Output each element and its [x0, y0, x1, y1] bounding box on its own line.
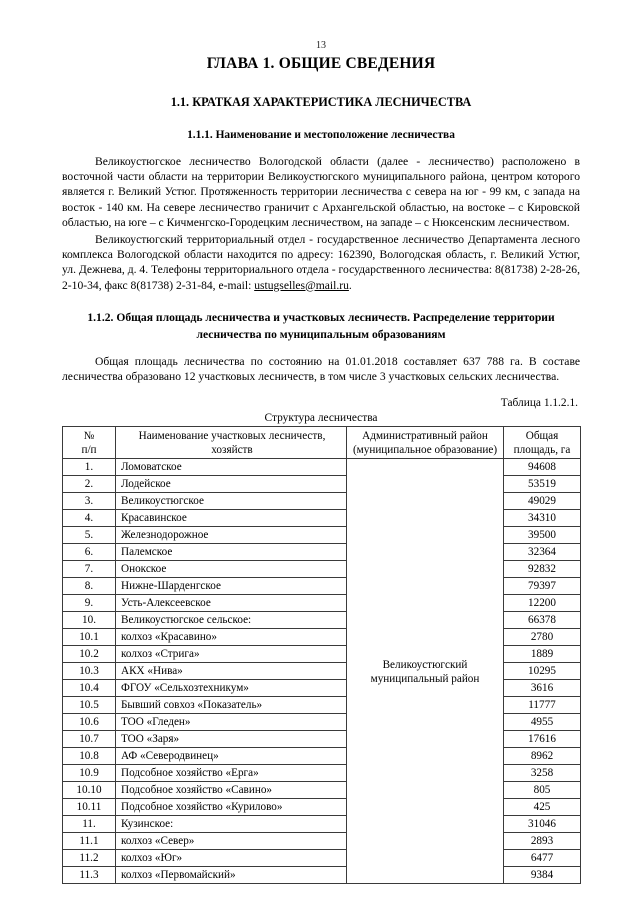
header-number-line2: п/п	[81, 443, 97, 456]
table-row	[63, 578, 581, 595]
cell-area: 49029	[504, 493, 581, 510]
cell-district: Великоустюгский муниципальный район	[347, 459, 504, 884]
chapter-title: ГЛАВА 1. ОБЩИЕ СВЕДЕНИЯ	[206, 55, 436, 72]
table-row	[63, 680, 581, 697]
cell-area: 8962	[504, 748, 581, 765]
cell-number: 10.5	[63, 697, 116, 714]
cell-area: 39500	[504, 527, 581, 544]
cell-area: 53519	[504, 476, 581, 493]
cell-area: 94608	[504, 459, 581, 476]
paragraph-location: Великоустюгское лесничество Вологодской области (далее - лесничество) расположено в восточной части области на территории Великоустюгского муниципального района, центром которого является г. Великий Устюг. Протяженность территории лесничества с севера на юг - 99 км, с запада на восток - 140 км. На севере лесничество граничит с Архангельской областью, на востоке – с Кировской областью, на юге – с Кичменгско-Городецким лесничеством, на западе – с Нюксенским лесничеством.	[62, 155, 580, 229]
header-name: Наименование участковых лесничеств, хозяйств	[116, 427, 347, 459]
cell-name: Подсобное хозяйство «Ерга»	[116, 765, 347, 782]
table-body	[63, 459, 581, 884]
cell-number: 9.	[63, 595, 116, 612]
table-row	[63, 714, 581, 731]
cell-number: 8.	[63, 578, 116, 595]
paragraph-total-area: Общая площадь лесничества по состоянию на 01.01.2018 составляет 637 788 га. В составе лесничества образовано 12 участковых лесничеств, в том числе 3 участковых сельских лесничества.	[62, 354, 580, 384]
cell-area: 9384	[504, 867, 581, 884]
table-row	[63, 459, 581, 476]
cell-number: 11.2	[63, 850, 116, 867]
cell-name: Бывший совхоз «Показатель»	[116, 697, 347, 714]
cell-number: 10.	[63, 612, 116, 629]
subsection-title-1-1-1: 1.1.1. Наименование и местоположение лесничества	[187, 129, 455, 141]
cell-name: Усть-Алексеевское	[116, 595, 347, 612]
cell-number: 5.	[63, 527, 116, 544]
cell-number: 10.7	[63, 731, 116, 748]
cell-number: 4.	[63, 510, 116, 527]
cell-name: Нижне-Шарденгское	[116, 578, 347, 595]
cell-name: колхоз «Юг»	[116, 850, 347, 867]
cell-area: 92832	[504, 561, 581, 578]
table-row	[63, 816, 581, 833]
email-link[interactable]: ustugselles@mail.ru	[254, 278, 349, 292]
cell-number: 10.4	[63, 680, 116, 697]
cell-area: 11777	[504, 697, 581, 714]
table-row	[63, 663, 581, 680]
header-number	[63, 427, 116, 459]
table-row	[63, 867, 581, 884]
table-row	[63, 646, 581, 663]
cell-number: 10.10	[63, 782, 116, 799]
table-row	[63, 748, 581, 765]
header-area: Общая площадь, га	[504, 427, 581, 459]
cell-area: 10295	[504, 663, 581, 680]
cell-area: 2780	[504, 629, 581, 646]
table-header-row	[63, 427, 581, 459]
cell-name: Лодейское	[116, 476, 347, 493]
table-row	[63, 510, 581, 527]
cell-number: 11.	[63, 816, 116, 833]
cell-number: 10.6	[63, 714, 116, 731]
cell-name: АФ «Северодвинец»	[116, 748, 347, 765]
cell-name: ТОО «Заря»	[116, 731, 347, 748]
cell-name: Онокское	[116, 561, 347, 578]
cell-area: 12200	[504, 595, 581, 612]
cell-name: Ломоватское	[116, 459, 347, 476]
cell-name: колхоз «Красавино»	[116, 629, 347, 646]
cell-name: ТОО «Гледен»	[116, 714, 347, 731]
cell-area: 66378	[504, 612, 581, 629]
table-row	[63, 561, 581, 578]
table-caption: Структура лесничества	[264, 412, 378, 425]
cell-area: 425	[504, 799, 581, 816]
cell-number: 10.8	[63, 748, 116, 765]
table-row	[63, 697, 581, 714]
table-row	[63, 782, 581, 799]
cell-name: ФГОУ «Сельхозтехникум»	[116, 680, 347, 697]
cell-area: 34310	[504, 510, 581, 527]
cell-number: 6.	[63, 544, 116, 561]
cell-number: 10.9	[63, 765, 116, 782]
cell-name: Подсобное хозяйство «Савино»	[116, 782, 347, 799]
cell-area: 2893	[504, 833, 581, 850]
table-row	[63, 527, 581, 544]
cell-number: 7.	[63, 561, 116, 578]
cell-name: колхоз «Север»	[116, 833, 347, 850]
table-row	[63, 476, 581, 493]
header-district: Административный район (муниципальное образование)	[347, 427, 504, 459]
cell-area: 79397	[504, 578, 581, 595]
cell-number: 2.	[63, 476, 116, 493]
paragraph-contacts-tail: .	[348, 278, 352, 292]
table-row	[63, 765, 581, 782]
cell-number: 10.1	[63, 629, 116, 646]
table-row	[63, 544, 581, 561]
paragraph-contacts-text: Великоустюгский территориальный отдел - государственное лесничество Департамента лесного комплекса Вологодской области находится по адресу: 162390, Вологодская область, г. Великий Устюг, ул. Дежнева, д. 4. Телефоны территориального отдела - государственного лесничества: 8(81738) 2-28-26, 2-10-34, факс 8(81738) 2-31-84, e-mail:	[62, 233, 580, 292]
cell-name: АКХ «Нива»	[116, 663, 347, 680]
section-title: 1.1. КРАТКАЯ ХАРАКТЕРИСТИКА ЛЕСНИЧЕСТВА	[170, 95, 472, 109]
cell-area: 3258	[504, 765, 581, 782]
cell-name: Красавинское	[116, 510, 347, 527]
paragraph-contacts	[62, 232, 580, 293]
cell-name: колхоз «Первомайский»	[116, 867, 347, 884]
table-row	[63, 629, 581, 646]
cell-name: Железнодорожное	[116, 527, 347, 544]
cell-number: 10.3	[63, 663, 116, 680]
table-row	[63, 799, 581, 816]
table-number-label: Таблица 1.1.2.1.	[500, 397, 578, 410]
table-row	[63, 731, 581, 748]
subsection-title-1-1-2: 1.1.2. Общая площадь лесничества и участковых лесничеств. Распределение территории лесничества по муниципальным образованиям	[87, 310, 555, 341]
cell-number: 11.1	[63, 833, 116, 850]
cell-name: Подсобное хозяйство «Курилово»	[116, 799, 347, 816]
cell-area: 17616	[504, 731, 581, 748]
cell-area: 31046	[504, 816, 581, 833]
cell-name: Великоустюгское	[116, 493, 347, 510]
cell-name: Палемское	[116, 544, 347, 561]
table-row	[63, 850, 581, 867]
cell-name: Великоустюгское сельское:	[116, 612, 347, 629]
cell-number: 10.2	[63, 646, 116, 663]
header-number-line1: №	[83, 429, 95, 442]
cell-area: 1889	[504, 646, 581, 663]
cell-name: Кузинское:	[116, 816, 347, 833]
cell-name: колхоз «Стрига»	[116, 646, 347, 663]
cell-area: 4955	[504, 714, 581, 731]
cell-number: 10.11	[63, 799, 116, 816]
cell-area: 3616	[504, 680, 581, 697]
cell-number: 3.	[63, 493, 116, 510]
cell-number: 11.3	[63, 867, 116, 884]
table-row	[63, 493, 581, 510]
cell-area: 32364	[504, 544, 581, 561]
cell-number: 1.	[63, 459, 116, 476]
table-row	[63, 595, 581, 612]
table-row	[63, 612, 581, 629]
cell-area: 6477	[504, 850, 581, 867]
forestry-structure-table	[62, 426, 581, 884]
page-number: 13	[316, 40, 326, 51]
cell-area: 805	[504, 782, 581, 799]
table-row	[63, 833, 581, 850]
